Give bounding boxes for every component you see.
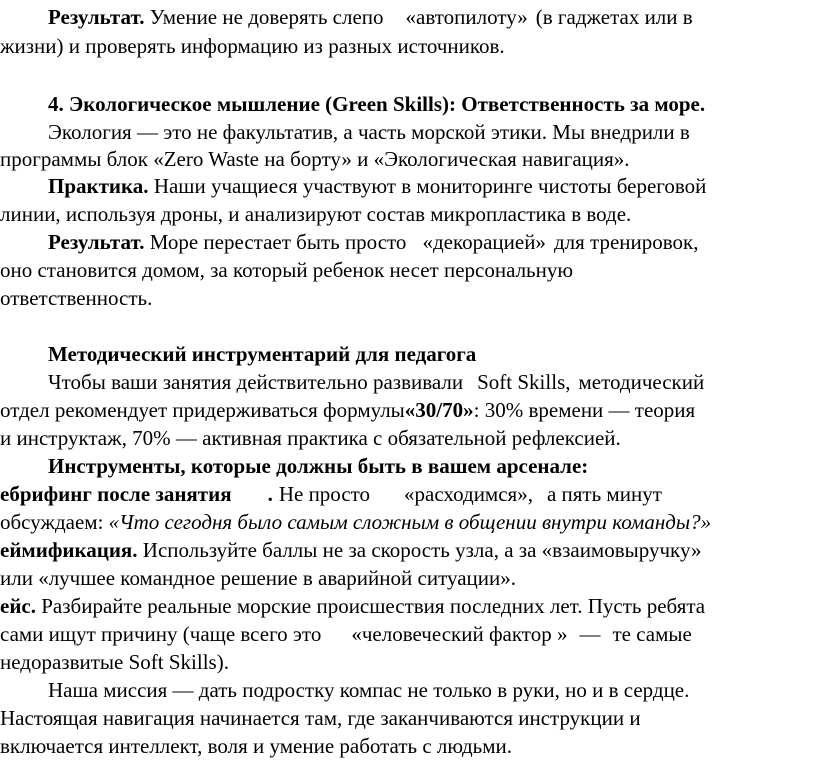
- case-line-3: недоразвитые Soft Skills).: [0, 650, 229, 674]
- gamification-line-2: или «лучшее командное решение в аварийной ситуации».: [0, 566, 516, 590]
- case-label: ейс.: [0, 594, 36, 618]
- toolkit-line-1: Чтобы ваши занятия действительно развивали Soft Skills, методический: [48, 370, 705, 394]
- mission-line-3: включается интеллект, воля и умение работать с людьми.: [0, 734, 513, 758]
- result-2-label: Результат.: [48, 230, 145, 254]
- result-2-line-1: Результат. Море перестает быть просто «декорацией» для тренировок,: [48, 230, 699, 254]
- result-2-line-3: ответственность.: [0, 286, 153, 310]
- toolkit-line-2: отдел рекомендует придерживаться формулы«30/70»: 30% времени — теория: [0, 398, 696, 422]
- mission-line-1: Наша миссия — дать подростку компас не только в руки, но и в сердце.: [48, 678, 690, 702]
- result-1-line-2: жизни) и проверять информацию из разных источников.: [0, 34, 505, 58]
- ecology-line-2: программы блок «Zero Waste на борту» и «Экологическая навигация».: [0, 147, 630, 171]
- case-line-2: сами ищут причину (чаще всего это «человеческий фактор » — те самые: [0, 622, 692, 646]
- result-2-line-2: оно становится домом, за который ребенок несет персональную: [0, 258, 574, 282]
- practice-label: Практика.: [48, 174, 149, 198]
- debriefing-line-2: обсуждаем: «Что сегодня было самым сложным в общении внутри команды?»: [0, 510, 712, 534]
- practice-line-1: Практика. Наши учащиеся участвуют в мониторинге чистоты береговой: [48, 174, 707, 198]
- toolkit-line-3: и инструктаж, 70% — активная практика с обязательной рефлексией.: [0, 426, 621, 450]
- mission-line-2: Настоящая навигация начинается там, где заканчиваются инструкции и: [0, 706, 641, 730]
- ecology-line-1: Экология — это не факультатив, а часть морской этики. Мы внедрили в: [48, 120, 690, 144]
- formula-30-70: «30/70»: [404, 398, 474, 422]
- tools-heading: Инструменты, которые должны быть в вашем арсенале:: [48, 454, 589, 478]
- result-1-line-1: Результат. Умение не доверять слепо «автопилоту» (в гаджетах или в: [48, 5, 693, 29]
- toolkit-heading: Методический инструментарий для педагога: [48, 342, 477, 366]
- section-4-heading: 4. Экологическое мышление (Green Skills): Ответственность за море.: [48, 92, 706, 116]
- debriefing-line-1: ебрифинг после занятия . Не просто «расходимся», а пять минут: [0, 482, 662, 506]
- result-1-label: Результат.: [48, 5, 145, 29]
- practice-line-2: линии, используя дроны, и анализируют состав микропластика в воде.: [0, 202, 632, 226]
- gamification-line-1: еймификация. Используйте баллы не за скорость узла, а за «взаимовыручку»: [0, 538, 702, 562]
- case-line-1: ейс. Разбирайте реальные морские происшествия последних лет. Пусть ребята: [0, 594, 706, 618]
- debriefing-label: ебрифинг после занятия: [0, 482, 232, 506]
- gamification-label: еймификация.: [0, 538, 138, 562]
- debriefing-question: «Что сегодня было самым сложным в общении внутри команды?»: [108, 510, 712, 534]
